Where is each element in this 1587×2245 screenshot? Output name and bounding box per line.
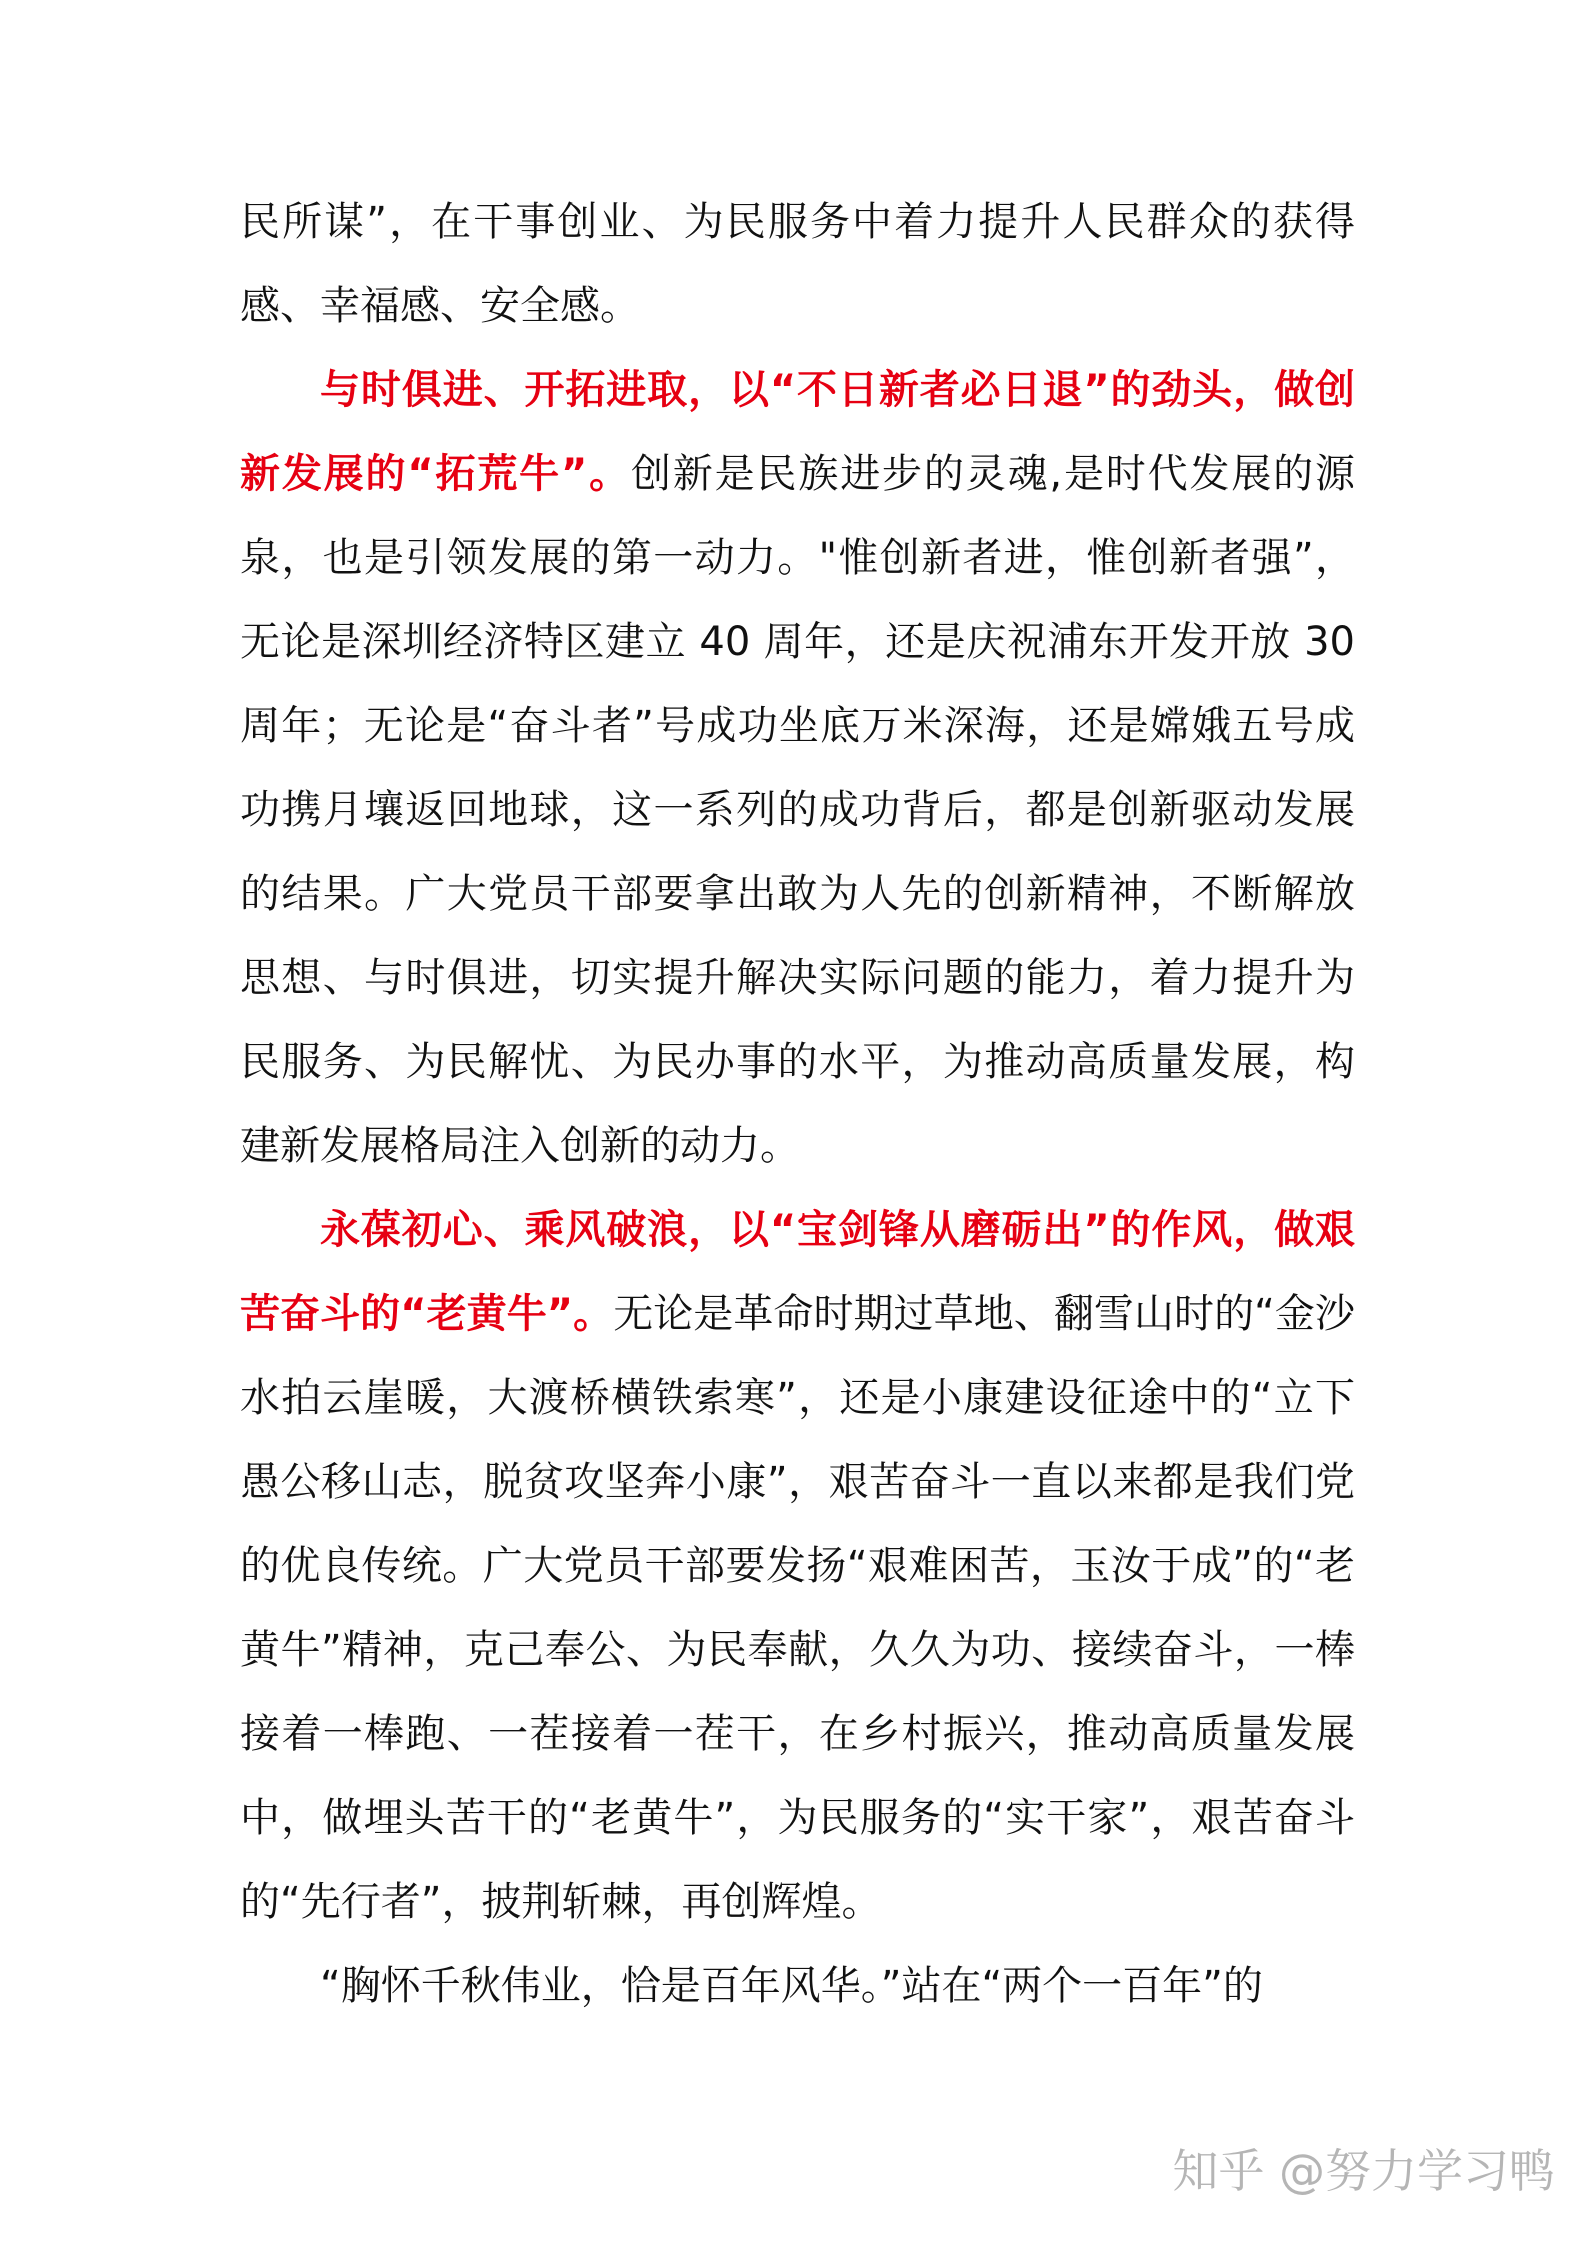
paragraph-1 <box>240 180 1355 348</box>
paragraph-4-text: “胸怀千秋伟业，恰是百年风华。”站在“两个一百年”的 <box>320 1963 1263 2009</box>
document-page <box>240 180 1355 2028</box>
paragraph-3 <box>240 1188 1355 1944</box>
watermark: 知乎 @努力学习鸭 <box>1172 2144 1555 2198</box>
paragraph-3-text: 无论是革命时期过草地、翻雪山时的“金沙水拍云崖暖，大渡桥横铁索寒”，还是小康建设征途中的“立下愚公移山志，脱贫攻坚奔小康”，艰苦奋斗一直以来都是我们党的优良传统。广大党员干部要发扬“艰难困苦，玉汝于成”的“老黄牛”精神，克己奉公、为民奉献，久久为功、接续奋斗，一棒接着一棒跑、一茬接着一茬干，在乡村振兴，推动高质量发展中，做埋头苦干的“老黄牛”，为民服务的“实干家”，艰苦奋斗的“先行者”，披荆斩棘，再创辉煌。 <box>240 1291 1355 1925</box>
paragraph-2 <box>240 348 1355 1188</box>
paragraph-2-heading: 与时俱进、开拓进取，以“不日新者必日退”的劲头，做创新发展的“拓荒牛”。 <box>240 367 1355 497</box>
paragraph-4 <box>240 1944 1355 2028</box>
paragraph-3-heading: 永葆初心、乘风破浪，以“宝剑锋从磨砺出”的作风，做艰苦奋斗的“老黄牛”。 <box>240 1207 1355 1337</box>
paragraph-2-text: 创新是民族进步的灵魂,是时代发展的源泉，也是引领发展的第一动力。"惟创新者进，惟创新者强”，无论是深圳经济特区建立 40 周年，还是庆祝浦东开发开放 30 周年；无论是“奋斗者”号成功坐底万米深海，还是嫦娥五号成功携月壤返回地球，这一系列的成功背后，都是创新驱动发展的结果。广大党员干部要拿出敢为人先的创新精神，不断解放思想、与时俱进，切实提升解决实际问题的能力，着力提升为民服务、为民解忧、为民办事的水平，为推动高质量发展，构建新发展格局注入创新的动力。 <box>240 451 1356 1169</box>
paragraph-1-text: 民所谋”，在干事创业、为民服务中着力提升人民群众的获得感、幸福感、安全感。 <box>240 199 1355 329</box>
